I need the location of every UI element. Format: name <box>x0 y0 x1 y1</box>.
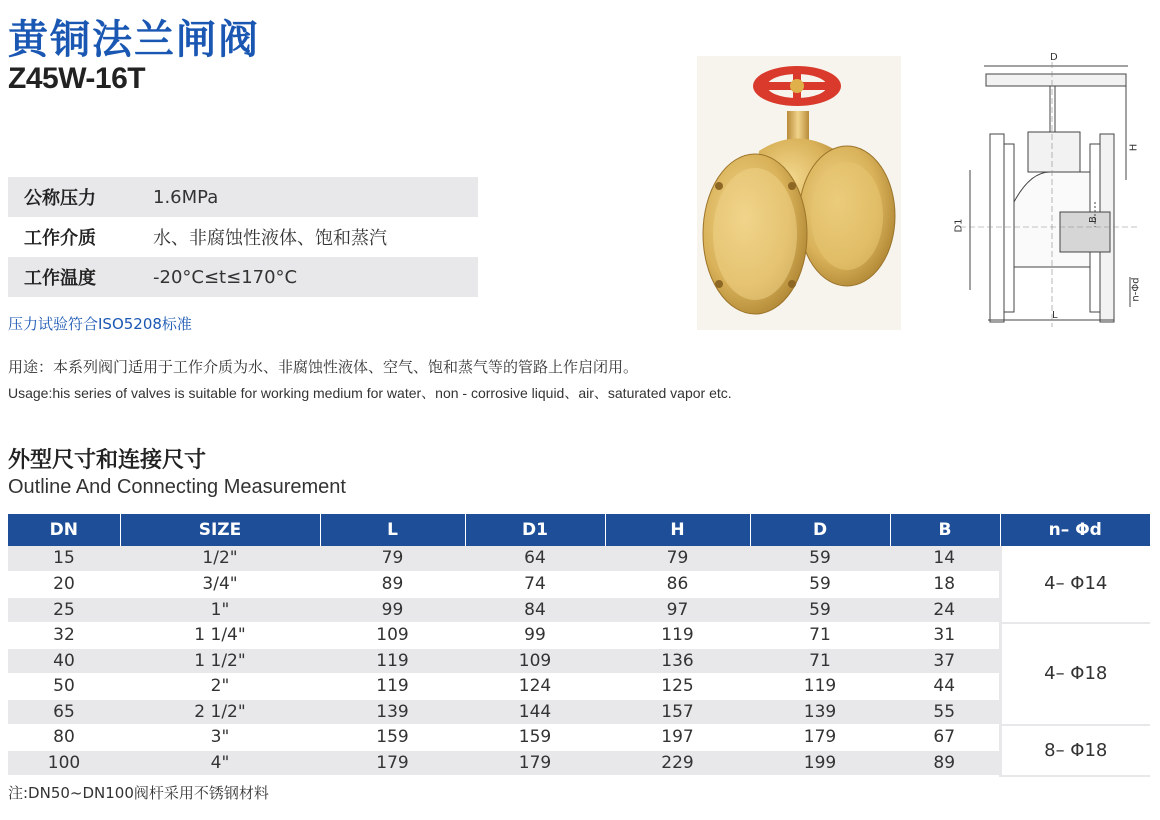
table-row <box>8 750 1150 776</box>
product-photo <box>697 56 901 330</box>
table-cell: 71 <box>750 623 890 649</box>
table-cell: 3" <box>120 725 320 751</box>
table-cell: 124 <box>465 674 605 700</box>
table-cell: 79 <box>320 546 465 572</box>
table-cell: 99 <box>320 597 465 623</box>
spec-label: 公称压力 <box>24 188 96 209</box>
drawing-label-d1: D1 <box>953 218 965 233</box>
technical-drawing <box>950 52 1150 334</box>
table-cell: 25 <box>8 597 120 623</box>
product-model: Z45W-16T <box>8 62 146 95</box>
table-row <box>8 597 1150 623</box>
spec-value: 水、非腐蚀性液体、饱和蒸汽 <box>153 228 387 249</box>
table-row <box>8 674 1150 700</box>
table-cell: 37 <box>890 648 1000 674</box>
table-cell: 125 <box>605 674 750 700</box>
column-header-n-d: n– Φd <box>1000 514 1150 546</box>
table-row <box>8 699 1150 725</box>
table-cell: 109 <box>465 648 605 674</box>
drawing-label-b: B <box>1087 216 1099 223</box>
table-cell: 119 <box>750 674 890 700</box>
spec-value: 1.6MPa <box>153 186 219 208</box>
table-cell: 24 <box>890 597 1000 623</box>
table-cell: 1 1/2" <box>120 648 320 674</box>
dimension-table <box>8 514 1150 777</box>
drawing-label-h: H <box>1128 143 1140 152</box>
table-cell: 40 <box>8 648 120 674</box>
table-cell: 80 <box>8 725 120 751</box>
product-title-cn: 黄铜法兰闸阀 <box>8 17 260 63</box>
dimension-diagram <box>950 52 1150 334</box>
table-cell: 44 <box>890 674 1000 700</box>
table-cell: 50 <box>8 674 120 700</box>
table-row <box>8 623 1150 649</box>
bolt-spec-cell: 4– Φ18 <box>1000 623 1150 725</box>
drawing-label-l: L <box>1052 310 1058 321</box>
table-cell: 67 <box>890 725 1000 751</box>
usage-text-en: Usage:his series of valves is suitable for working medium for water、non - corrosive liquid、air、saturated vapor etc. <box>8 385 732 401</box>
table-cell: 97 <box>605 597 750 623</box>
table-cell: 157 <box>605 699 750 725</box>
table-cell: 65 <box>8 699 120 725</box>
table-cell: 79 <box>605 546 750 572</box>
usage-text-cn: 用途：本系列阀门适用于工作介质为水、非腐蚀性液体、空气、饱和蒸气等的管路上作启闭用。 <box>8 358 639 376</box>
table-cell: 89 <box>320 572 465 598</box>
table-cell: 119 <box>320 674 465 700</box>
drawing-label-d: D <box>1050 52 1058 63</box>
handwheel-icon <box>753 66 841 106</box>
column-header-h: H <box>605 514 750 546</box>
table-cell: 89 <box>890 750 1000 776</box>
column-header-l: L <box>320 514 465 546</box>
table-cell: 64 <box>465 546 605 572</box>
table-cell: 179 <box>750 725 890 751</box>
spec-table <box>8 177 478 297</box>
spec-label: 工作介质 <box>24 228 96 249</box>
table-cell: 84 <box>465 597 605 623</box>
footnote: 注:DN50~DN100阀杆采用不锈钢材料 <box>8 784 269 802</box>
column-header-b: B <box>890 514 1000 546</box>
table-cell: 59 <box>750 597 890 623</box>
table-cell: 179 <box>465 750 605 776</box>
table-cell: 1" <box>120 597 320 623</box>
table-cell: 4" <box>120 750 320 776</box>
table-cell: 109 <box>320 623 465 649</box>
table-cell: 32 <box>8 623 120 649</box>
table-cell: 2" <box>120 674 320 700</box>
table-cell: 55 <box>890 699 1000 725</box>
table-cell: 15 <box>8 546 120 572</box>
table-header-row <box>8 514 1150 546</box>
table-cell: 1/2" <box>120 546 320 572</box>
bolt-spec-cell: 4– Φ14 <box>1000 546 1150 623</box>
table-cell: 197 <box>605 725 750 751</box>
table-cell: 100 <box>8 750 120 776</box>
table-cell: 119 <box>605 623 750 649</box>
table-cell: 119 <box>320 648 465 674</box>
table-row <box>8 572 1150 598</box>
table-cell: 159 <box>320 725 465 751</box>
table-cell: 144 <box>465 699 605 725</box>
table-cell: 2 1/2" <box>120 699 320 725</box>
spec-row-temperature <box>8 257 478 297</box>
table-cell: 199 <box>750 750 890 776</box>
column-header-dn: DN <box>8 514 120 546</box>
table-cell: 14 <box>890 546 1000 572</box>
pressure-test-note: 压力试验符合ISO5208标准 <box>8 315 192 333</box>
spec-row-medium <box>8 217 478 257</box>
spec-value: -20°C≤t≤170°C <box>153 266 298 288</box>
table-cell: 229 <box>605 750 750 776</box>
drawing-label-nd: n-Φd <box>1130 277 1142 302</box>
spec-row-pressure <box>8 177 478 217</box>
valve-illustration <box>697 56 901 330</box>
table-cell: 31 <box>890 623 1000 649</box>
table-cell: 139 <box>320 699 465 725</box>
section-title-cn: 外型尺寸和连接尺寸 <box>8 448 207 473</box>
table-cell: 20 <box>8 572 120 598</box>
table-cell: 59 <box>750 546 890 572</box>
table-cell: 99 <box>465 623 605 649</box>
column-header-d1: D1 <box>465 514 605 546</box>
table-row <box>8 725 1150 751</box>
table-cell: 139 <box>750 699 890 725</box>
table-cell: 1 1/4" <box>120 623 320 649</box>
table-row <box>8 546 1150 572</box>
table-cell: 59 <box>750 572 890 598</box>
bolt-spec-cell: 8– Φ18 <box>1000 725 1150 776</box>
table-cell: 74 <box>465 572 605 598</box>
table-cell: 71 <box>750 648 890 674</box>
table-cell: 159 <box>465 725 605 751</box>
table-cell: 18 <box>890 572 1000 598</box>
spec-label: 工作温度 <box>24 268 96 289</box>
column-header-size: SIZE <box>120 514 320 546</box>
section-title-en: Outline And Connecting Measurement <box>8 476 346 498</box>
table-cell: 179 <box>320 750 465 776</box>
table-cell: 86 <box>605 572 750 598</box>
table-cell: 136 <box>605 648 750 674</box>
table-row <box>8 648 1150 674</box>
column-header-d: D <box>750 514 890 546</box>
table-cell: 3/4" <box>120 572 320 598</box>
